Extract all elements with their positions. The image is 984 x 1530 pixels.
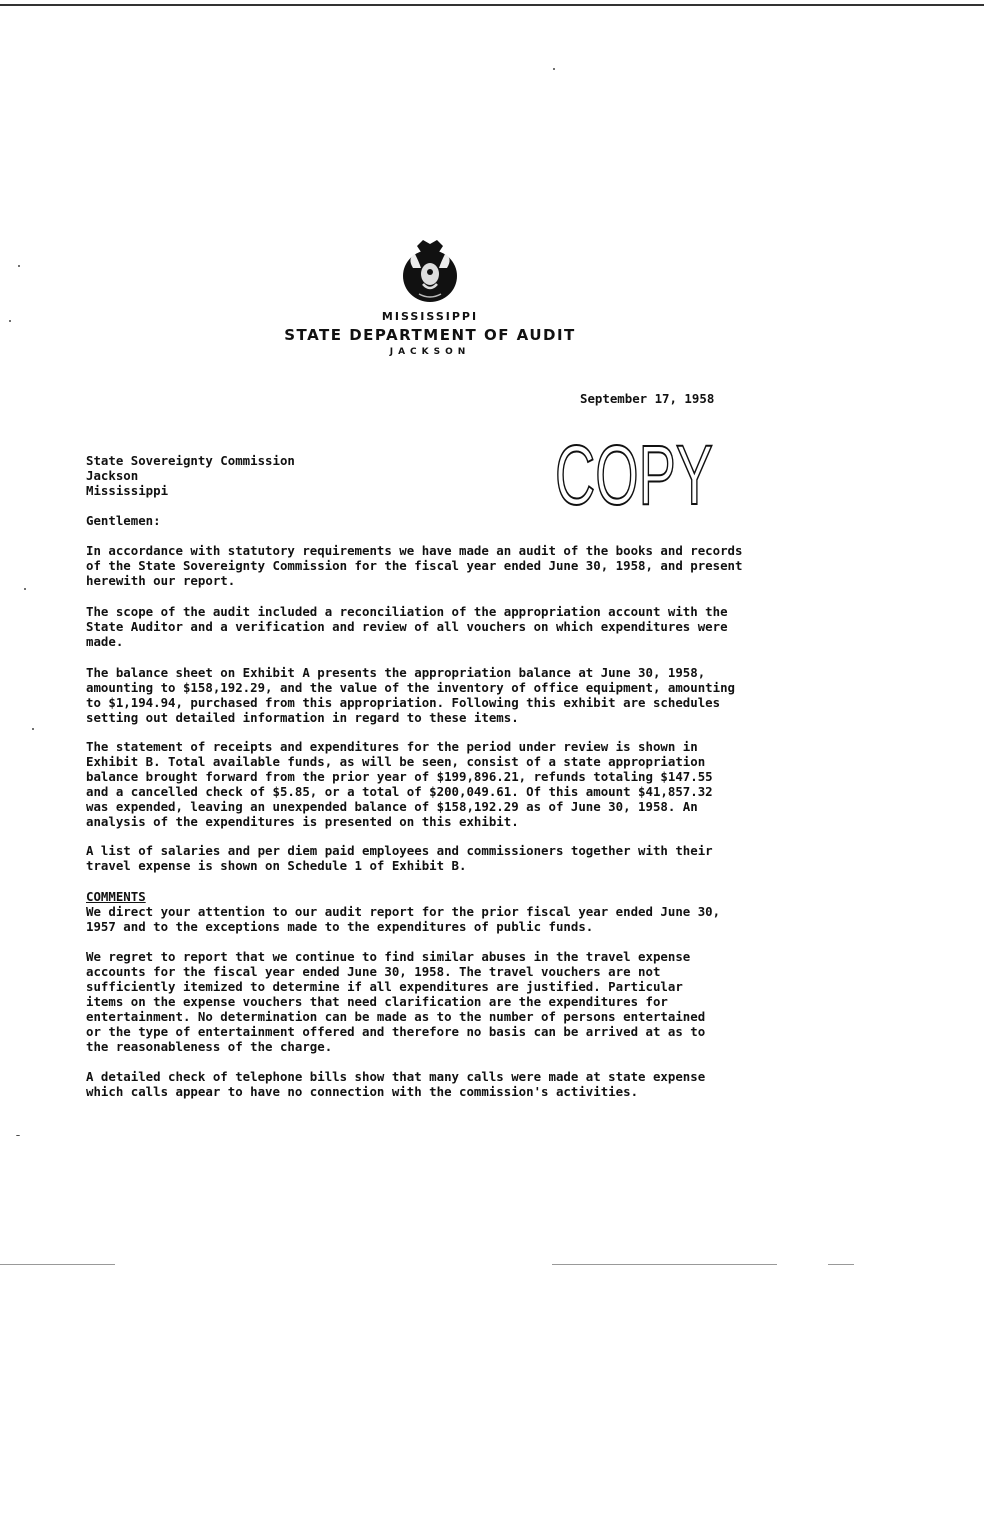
- recipient-line-3: Mississippi: [86, 483, 169, 498]
- bottom-scan-line: [552, 1264, 777, 1265]
- paragraph-receipts-expenditures: The statement of receipts and expenditures for the period under review is shown in Exhibit B. Total available funds, as will be seen, consist of a state appropriation balance brought forward from the prior year of $199,896.21, refunds totaling $147.55 and a cancelled check of $5.85, or a total of $200,049.61. Of this amount $41,857.32 was expended, leaving an unexpended balance of $158,192.29 as of June 30, 1958. An analysis of the expenditures is presented on this exhibit.: [86, 739, 713, 829]
- bottom-scan-line: [828, 1264, 854, 1265]
- recipient-address: [86, 453, 295, 498]
- top-edge-rule: [0, 4, 984, 6]
- paragraph-salaries: A list of salaries and per diem paid employees and commissioners together with their travel expense is shown on Schedule 1 of Exhibit B.: [86, 843, 713, 873]
- letter-date: September 17, 1958: [580, 391, 715, 406]
- scan-speck: [553, 68, 555, 70]
- recipient-line-1: State Sovereignty Commission: [86, 453, 295, 468]
- scan-speck: [18, 265, 20, 267]
- bottom-scan-line: [0, 1264, 115, 1265]
- scan-speck: [9, 320, 11, 322]
- scan-speck: [32, 728, 34, 730]
- letterhead-department: STATE DEPARTMENT OF AUDIT: [284, 326, 576, 344]
- paragraph-audit-scope: The scope of the audit included a reconciliation of the appropriation account with the State Auditor and a verification and review of all vouchers on which expenditures were made.: [86, 604, 728, 649]
- paragraph-balance-sheet: The balance sheet on Exhibit A presents the appropriation balance at June 30, 1958, amounting to $158,192.29, and the value of the inventory of office equipment, amounting to $1,194.94, purchased from this appropriation. Following this exhibit are schedules setting out detailed information in regard to these items.: [86, 665, 736, 725]
- state-seal-icon: [399, 238, 461, 304]
- letterhead-state: MISSISSIPPI: [381, 310, 479, 323]
- paragraph-prior-report: We direct your attention to our audit report for the prior fiscal year ended June 30, 1957 and to the exceptions made to the expenditures of public funds.: [86, 904, 721, 934]
- copy-stamp-text: COPY: [555, 428, 713, 522]
- paragraph-travel-abuses: We regret to report that we continue to find similar abuses in the travel expense accounts for the fiscal year ended June 30, 1958. The travel vouchers are not sufficiently itemized to determine if all expenditures are justified. Particular items on the expense vouchers that need clarification are the expenditures for entertainment. No determination can be made as to the number of persons entertained or the type of entertainment offered and therefore no basis can be arrived at as to the reasonableness of the charge.: [86, 949, 706, 1054]
- paragraph-telephone-bills: A detailed check of telephone bills show that many calls were made at state expense which calls appear to have no connection with the commission's activities.: [86, 1069, 706, 1099]
- scan-speck: [24, 588, 26, 590]
- salutation: Gentlemen:: [86, 513, 161, 528]
- paragraph-audit-intro: In accordance with statutory requirements we have made an audit of the books and records of the State Sovereignty Commission for the fiscal year ended June 30, 1958, and present herewith our report.: [86, 543, 743, 588]
- recipient-line-2: Jackson: [86, 468, 139, 483]
- copy-stamp: [552, 428, 717, 522]
- letterhead-city: JACKSON: [389, 347, 471, 357]
- comments-heading: COMMENTS: [86, 889, 146, 904]
- scan-speck: [16, 1135, 20, 1136]
